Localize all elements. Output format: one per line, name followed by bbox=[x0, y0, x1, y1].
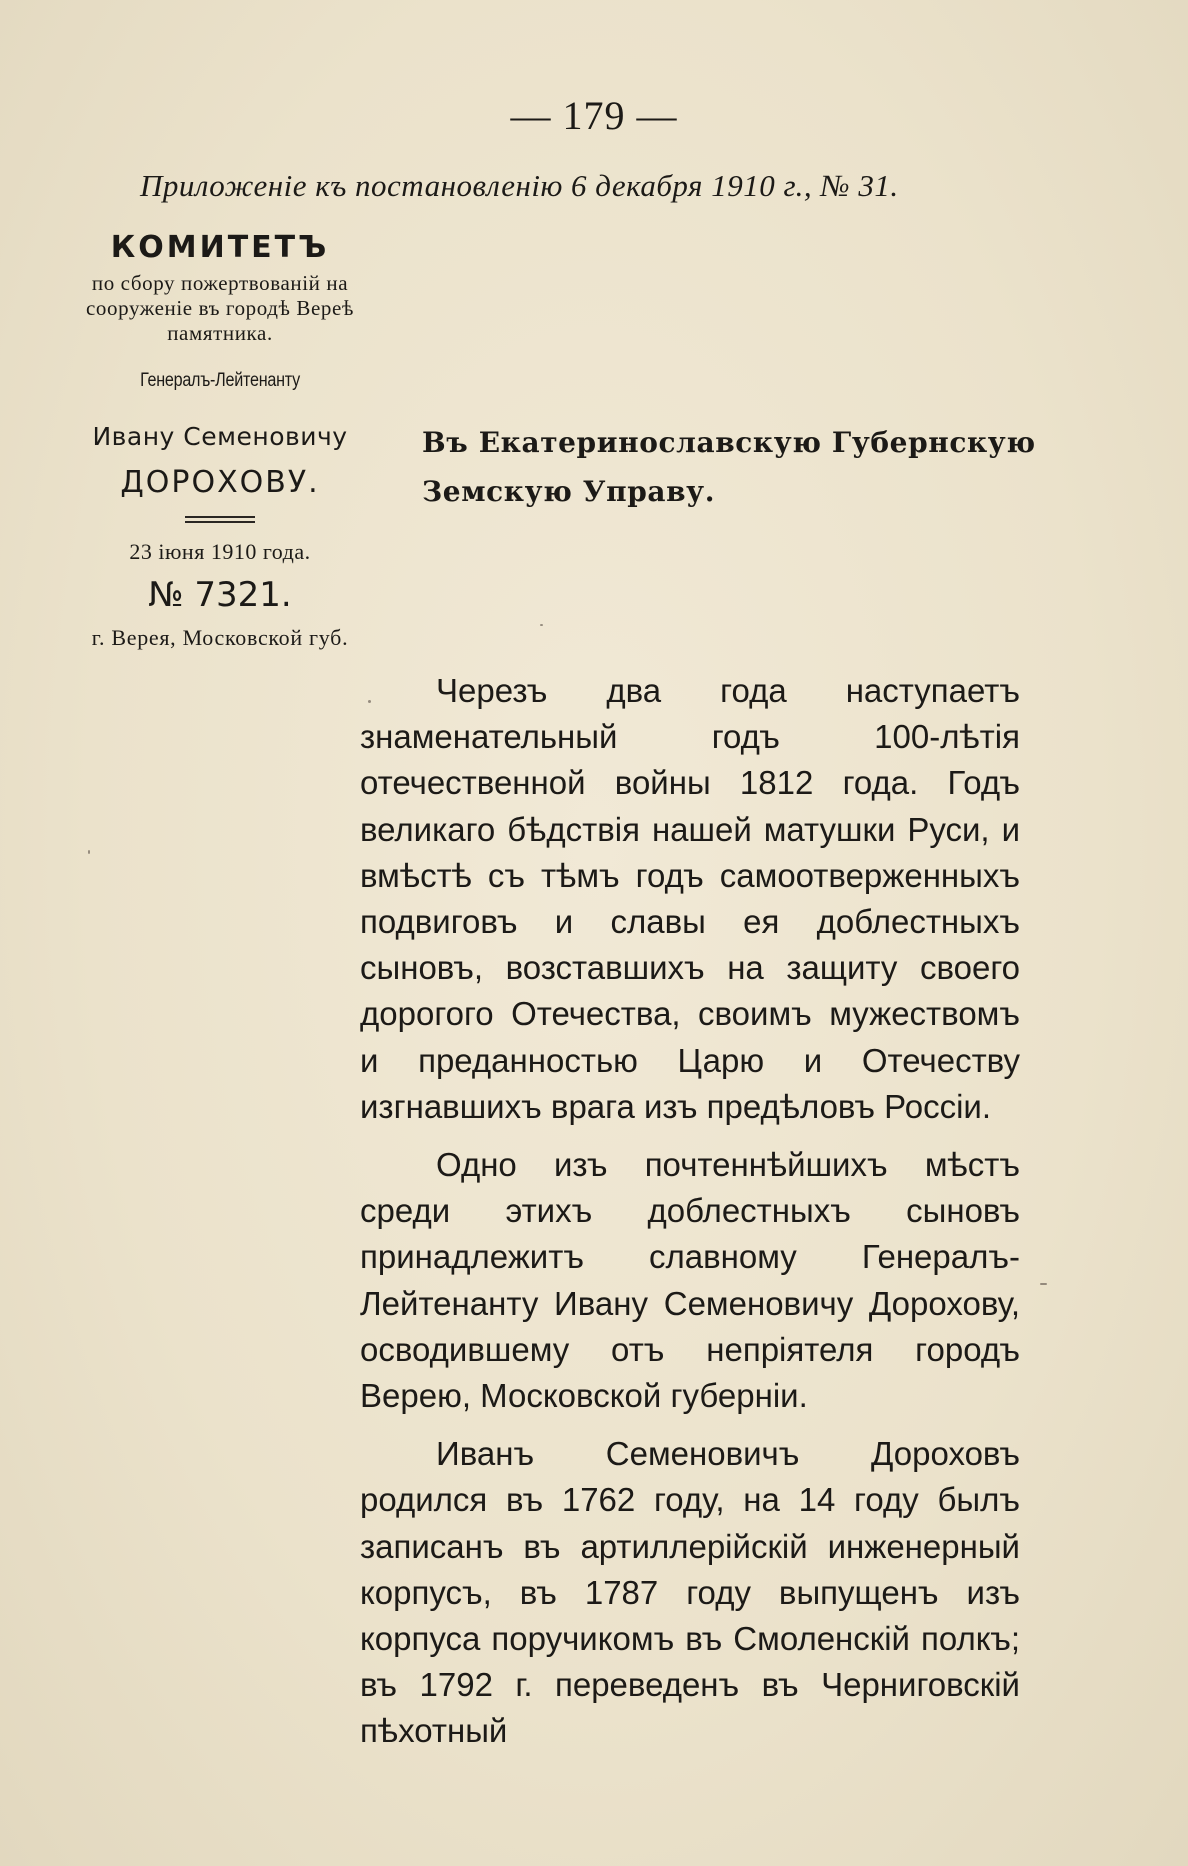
body-paragraph-1: Черезъ два года наступаетъ знаменательный годъ 100-лѣтія отечественной войны 1812 года. Годъ великаго бѣдствія нашей матушки Руси, и вмѣстѣ съ тѣмъ годъ самоотверженныхъ подвиговъ и славы ея доблестныхъ сыновъ, возставшихъ на защиту своего дорогого Отечества, своимъ мужествомъ и преданностью Царю и Отечеству изгнавшихъ врага изъ предѣловъ Россіи. bbox=[360, 672, 1020, 1125]
double-rule-divider bbox=[185, 516, 255, 523]
sender-block bbox=[60, 230, 380, 651]
addressee: Въ Екатеринославскую Губернскую Земскую Управу. bbox=[422, 426, 1036, 508]
letter-number: № 7321. bbox=[148, 575, 292, 615]
body-paragraph-3: Иванъ Семеновичъ Дороховъ родился въ 1762 году, на 14 году былъ записанъ въ артиллерійскій инженерный корпусъ, въ 1787 году выпущенъ изъ корпуса поручикомъ въ Смоленскій полкъ; въ 1792 г. переведенъ въ Черниговскій пѣхотный bbox=[360, 1435, 1020, 1750]
committee-title: КОМИТЕТЪ bbox=[110, 230, 330, 265]
page-number: — 179 — bbox=[510, 93, 678, 138]
honoree-surname: ДОРОХОВУ. bbox=[120, 465, 320, 500]
appendix-line: Приложеніе къ постановленію 6 декабря 1910 г., № 31. bbox=[140, 168, 899, 203]
letter-date: 23 іюня 1910 года. bbox=[129, 539, 311, 564]
paper-speck bbox=[88, 850, 90, 854]
letter-body bbox=[360, 668, 1020, 1767]
paper-speck bbox=[1040, 1283, 1047, 1285]
honoree-name: Ивану Семеновичу bbox=[92, 422, 348, 451]
paper-speck bbox=[540, 624, 543, 626]
rank-line: Генералъ-Лейтенанту bbox=[140, 370, 300, 391]
paper-speck bbox=[368, 700, 371, 703]
letter-place: г. Верея, Московской губ. bbox=[91, 625, 349, 650]
body-paragraph-2: Одно изъ почтеннѣйшихъ мѣстъ среди этихъ доблестныхъ сыновъ принадлежитъ славному Генералъ-Лейтенанту Ивану Семеновичу Дорохову, осводившему отъ непріятеля городъ Верею, Московской губерніи. bbox=[360, 1146, 1020, 1415]
committee-description: по сбору пожертвованій на сооруженіе въ городѣ Вереѣ памятника. bbox=[86, 271, 354, 345]
